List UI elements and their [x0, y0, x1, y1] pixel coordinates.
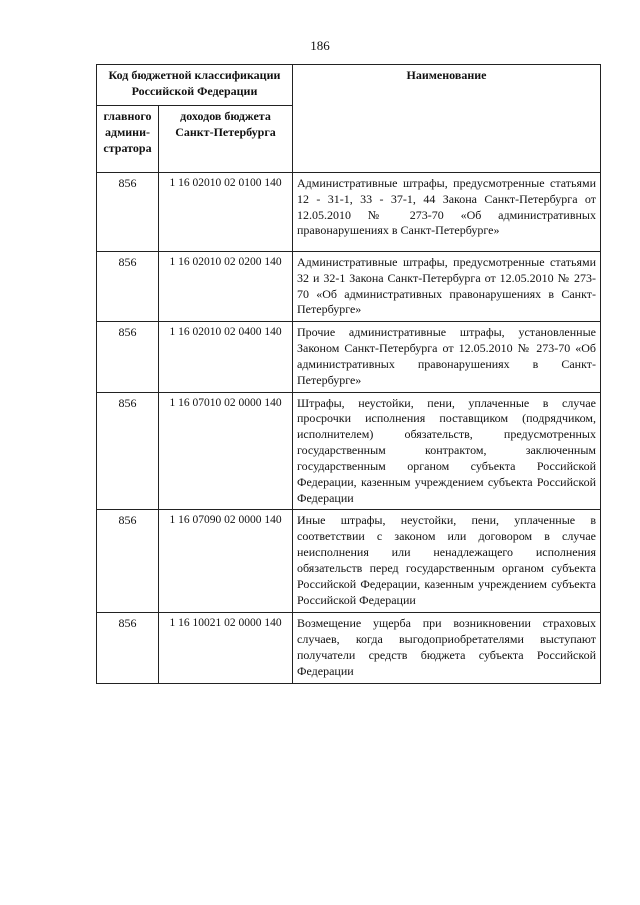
revenue-code-cell: 1 16 02010 02 0400 140 [159, 322, 293, 392]
revenue-code-cell: 1 16 02010 02 0200 140 [159, 252, 293, 322]
page-number: 186 [310, 38, 330, 53]
budget-classification-table [96, 64, 601, 684]
revenue-name-cell: Штрафы, неустойки, пени, уплаченные в случае просрочки исполнения поставщиком (подрядчиком, исполнителем) обязательств, предусмотренных государственным контрактом, заключенным государственным органом субъекта Российской Федерации, казенным учреждением субъекта Российской Федерации [293, 392, 601, 510]
admin-code-cell: 856 [97, 510, 159, 613]
table-row [97, 392, 601, 510]
revenue-name-cell: Возмещение ущерба при возникновении страховых случаев, когда выгодоприобретателями выступают получатели средств бюджета субъекта Российской Федерации [293, 613, 601, 684]
revenue-code-cell: 1 16 10021 02 0000 140 [159, 613, 293, 684]
table-row [97, 173, 601, 252]
admin-code-cell: 856 [97, 173, 159, 252]
revenue-name-cell: Административные штрафы, предусмотренные статьями 12 - 31-1, 33 - 37-1, 44 Закона Санкт-Петербурга от 12.05.2010 № 273-70 «Об административных правонарушениях в Санкт-Петербурге» [293, 173, 601, 252]
admin-code-cell: 856 [97, 252, 159, 322]
table-row [97, 252, 601, 322]
revenue-name-cell: Административные штрафы, предусмотренные статьями 32 и 32-1 Закона Санкт-Петербурга от 12.05.2010 № 273-70 «Об административных правонарушениях в Санкт-Петербурге» [293, 252, 601, 322]
header-main-administrator: главного админи-стратора [97, 106, 159, 173]
table-row [97, 322, 601, 392]
admin-code-cell: 856 [97, 322, 159, 392]
header-revenue-code: доходов бюджета Санкт-Петербурга [159, 106, 293, 173]
revenue-name-cell: Прочие административные штрафы, установленные Законом Санкт-Петербурга от 12.05.2010 № 273-70 «Об административных правонарушениях в Санкт-Петербурге» [293, 322, 601, 392]
table-row [97, 510, 601, 613]
revenue-code-cell: 1 16 07090 02 0000 140 [159, 510, 293, 613]
table-header-row [97, 65, 601, 106]
table-row [97, 613, 601, 684]
admin-code-cell: 856 [97, 392, 159, 510]
admin-code-cell: 856 [97, 613, 159, 684]
header-name: Наименование [293, 65, 601, 173]
header-classification-code: Код бюджетной классификации Российской Федерации [97, 65, 293, 106]
revenue-code-cell: 1 16 02010 02 0100 140 [159, 173, 293, 252]
revenue-name-cell: Иные штрафы, неустойки, пени, уплаченные в соответствии с законом или договором в случае неисполнения или ненадлежащего исполнения обязательств перед государственным органом субъекта Российской Федерации, казенным учреждением субъекта Российской Федерации [293, 510, 601, 613]
revenue-code-cell: 1 16 07010 02 0000 140 [159, 392, 293, 510]
